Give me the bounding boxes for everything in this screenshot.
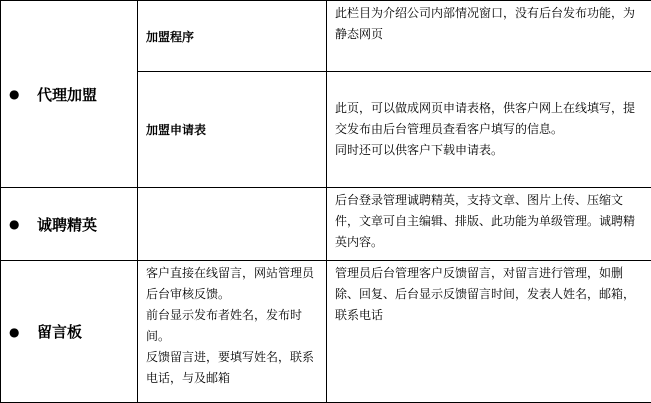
feature-label: 加盟程序: [146, 30, 194, 44]
bullet-icon: ●: [9, 87, 29, 101]
section-cell-agency: [1, 1, 138, 188]
bullet-icon: ●: [9, 325, 29, 339]
description-text: 此栏目为介绍公司内部情况窗口，没有后台发布功能，为静态网页: [335, 3, 645, 45]
table-row: [1, 261, 651, 403]
description-cell: [327, 72, 651, 188]
description-text: 后台登录管理诚聘精英，支持文章、图片上传、压缩文件，文章可自主编辑、排版、此功能为单级管理。诚聘精英内容。: [335, 190, 645, 253]
description-text: 管理员后台管理客户反馈留言，对留言进行管理，如删除、回复、后台显示反馈留言时间，发表人姓名，邮箱，联系电话: [335, 263, 645, 326]
section-title: 留言板: [37, 321, 82, 342]
description-cell: [327, 188, 651, 261]
table-row: [1, 188, 651, 261]
note-text: 反馈留言进，要填写姓名，联系电话，与及邮箱: [146, 347, 320, 389]
note-text: 客户直接在线留言，网站管理员后台审核反馈。: [146, 263, 320, 305]
feature-cell: [138, 72, 327, 188]
description-cell: [327, 261, 651, 403]
feature-cell: [138, 1, 327, 72]
section-title: 诚聘精英: [37, 214, 97, 235]
section-title: 代理加盟: [37, 84, 97, 105]
note-text: 前台显示发布者姓名，发布时间。: [146, 305, 320, 347]
table-row: [1, 1, 651, 72]
feature-cell: [138, 188, 327, 261]
description-cell: [327, 1, 651, 72]
bullet-icon: ●: [9, 217, 29, 231]
description-text: 同时还可以供客户下载申请表。: [335, 140, 645, 161]
feature-label: 加盟申请表: [146, 123, 206, 137]
feature-note-cell: [138, 261, 327, 403]
description-text: 此页，可以做成网页申请表格，供客户网上在线填写，提交发布由后台管理员查看客户填写的信息。: [335, 98, 645, 140]
section-cell-recruit: [1, 188, 138, 261]
section-cell-message: [1, 261, 138, 403]
